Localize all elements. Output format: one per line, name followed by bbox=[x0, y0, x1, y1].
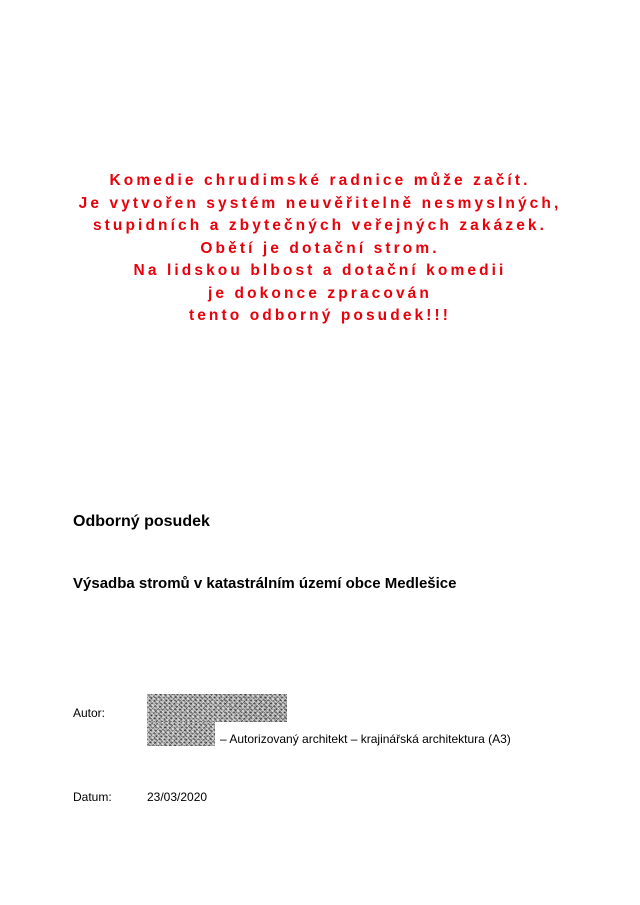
red-protest-banner bbox=[0, 170, 640, 328]
redacted-author-name-continued bbox=[147, 722, 215, 746]
banner-line: tento odborný posudek!!! bbox=[188, 307, 452, 324]
banner-line: je dokonce zpracován bbox=[208, 284, 432, 302]
banner-line: stupidních a zbytečných veřejných zakázek. bbox=[92, 217, 548, 234]
banner-line: Je vytvořen systém neuvěřitelně nesmyslných, bbox=[78, 194, 562, 212]
document-title: Odborný posudek bbox=[73, 513, 210, 530]
redacted-author-name bbox=[147, 694, 287, 722]
banner-line: Na lidskou blbost a dotační komedii bbox=[133, 262, 507, 279]
document-subtitle: Výsadba stromů v katastrálním území obce Medlešice bbox=[73, 575, 457, 592]
banner-line: Obětí je dotační strom. bbox=[200, 239, 440, 257]
author-role: – Autorizovaný architekt – krajinářská architektura (A3) bbox=[220, 732, 511, 746]
author-label: Autor: bbox=[73, 706, 106, 720]
banner-line: Komedie chrudimské radnice může začít. bbox=[109, 172, 531, 189]
date-value: 23/03/2020 bbox=[147, 790, 208, 804]
date-label: Datum: bbox=[73, 790, 112, 804]
